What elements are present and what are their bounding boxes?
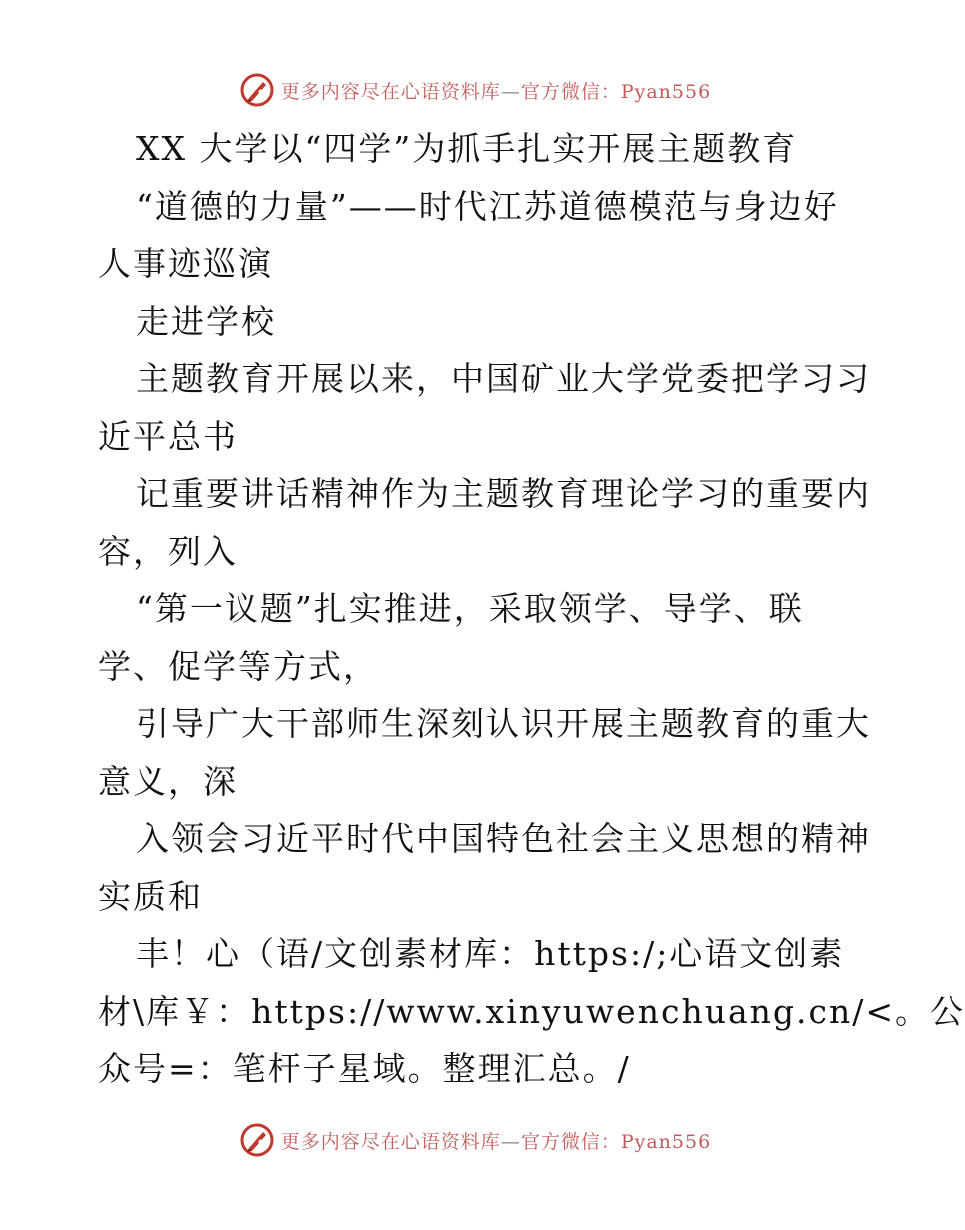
document-line: “道德的力量”——时代江苏道德模范与身边好 — [136, 186, 839, 226]
document-body — [98, 120, 965, 1098]
header-separator: — — [500, 80, 521, 103]
header-wechat-label: 官方微信： — [520, 80, 621, 103]
document-line: 实质和 — [98, 876, 203, 916]
pen-logo-icon — [239, 72, 275, 108]
document-line: XX 大学以“四学”为抓手扎实开展主题教育 — [136, 129, 798, 168]
document-line: 容，列入 — [98, 531, 238, 571]
document-line: 记重要讲话精神作为主题教育理论学习的重要内 — [136, 474, 871, 513]
document-line: 近平总书 — [98, 416, 238, 456]
header-banner — [0, 70, 950, 110]
document-line: 入领会习近平时代中国特色社会主义思想的精神 — [136, 819, 871, 858]
header-wechat-id: Pyan556 — [620, 80, 712, 103]
document-line: 学、促学等方式， — [98, 646, 378, 686]
document-line: 走进学校 — [136, 301, 276, 341]
document-line: 丰！心（语/文创素材库：https:/;心语文创素 — [136, 934, 845, 973]
footer-banner — [0, 1120, 950, 1160]
document-line: 材\库￥：https://www.xinyuwenchuang.cn/<。公 — [98, 991, 965, 1031]
document-line: 人事迹巡演 — [98, 244, 273, 283]
pen-logo-icon — [239, 1122, 275, 1158]
footer-text — [281, 1127, 711, 1154]
footer-separator: — — [500, 1130, 521, 1153]
document-line: 意义，深 — [98, 761, 238, 801]
document-line: “第一议题”扎实推进，采取领学、导学、联 — [136, 589, 804, 628]
document-line: 引导广大干部师生深刻认识开展主题教育的重大 — [136, 704, 871, 743]
document-line: 主题教育开展以来，中国矿业大学党委把学习习 — [136, 359, 871, 398]
footer-brand: 更多内容尽在心语资料库 — [280, 1130, 501, 1153]
header-brand: 更多内容尽在心语资料库 — [280, 80, 501, 103]
header-text — [281, 77, 711, 104]
footer-wechat-label: 官方微信： — [520, 1130, 621, 1153]
document-line: 众号=：笔杆子星域。整理汇总。/ — [98, 1049, 631, 1088]
footer-wechat-id: Pyan556 — [620, 1130, 712, 1153]
